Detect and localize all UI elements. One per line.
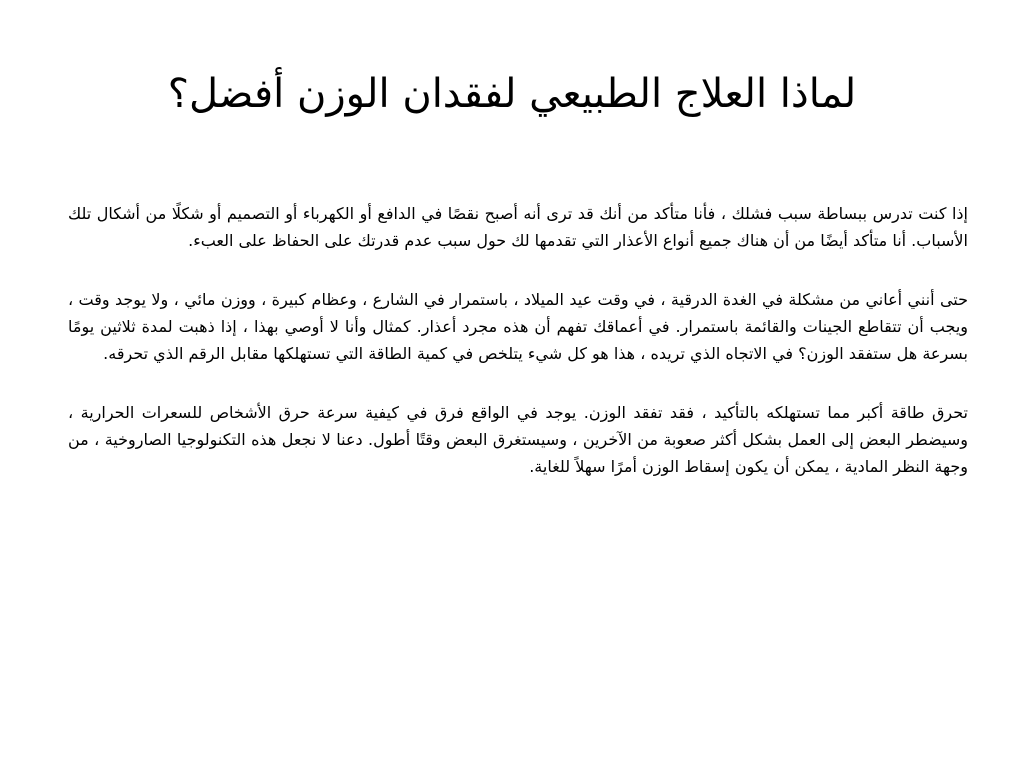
paragraph-2: حتى أنني أعاني من مشكلة في الغدة الدرقية ، في وقت عيد الميلاد ، باستمرار في الشارع ، وعظام كبيرة ، ووزن مائي ، ولا يوجد وقت ، ويجب أن تتقاطع الجينات والقائمة باستمرار. في أعماقك تفهم أن هذه مجرد أعذار. كمثال وأنا لا أوصي بهذا ، إذا ذهبت لمدة ثلاثين يومًا بسرعة هل ستفقد الوزن؟ في الاتجاه الذي تريده ، هذا هو كل شيء يتلخص في كمية الطاقة التي تستهلكها مقابل الرقم الذي تحرقه.: [68, 290, 968, 363]
paragraph-1: إذا كنت تدرس ببساطة سبب فشلك ، فأنا متأكد من أنك قد ترى أنه أصبح نقصًا في الدافع أو الكهرباء أو التصميم أو شكلًا من أشكال تلك الأسباب. أنا متأكد أيضًا من أن هناك جميع أنواع الأعذار التي تقدمها لك حول سبب عدم قدرتك على الحفاظ على العبء.: [68, 204, 968, 250]
paragraph-3: تحرق طاقة أكبر مما تستهلكه بالتأكيد ، فقد تفقد الوزن. يوجد في الواقع فرق في كيفية سرعة حرق الأشخاص للسعرات الحرارية ، وسيضطر البعض إلى العمل بشكل أكثر صعوبة من الآخرين ، وسيستغرق البعض وقتًا أطول. دعنا لا نجعل هذه التكنولوجيا الصاروخية ، من وجهة النظر المادية ، يمكن أن يكون إسقاط الوزن أمرًا سهلاً للغاية.: [68, 403, 968, 476]
slide-title: لماذا العلاج الطبيعي لفقدان الوزن أفضل؟: [167, 71, 857, 117]
slide-body: [68, 200, 968, 512]
